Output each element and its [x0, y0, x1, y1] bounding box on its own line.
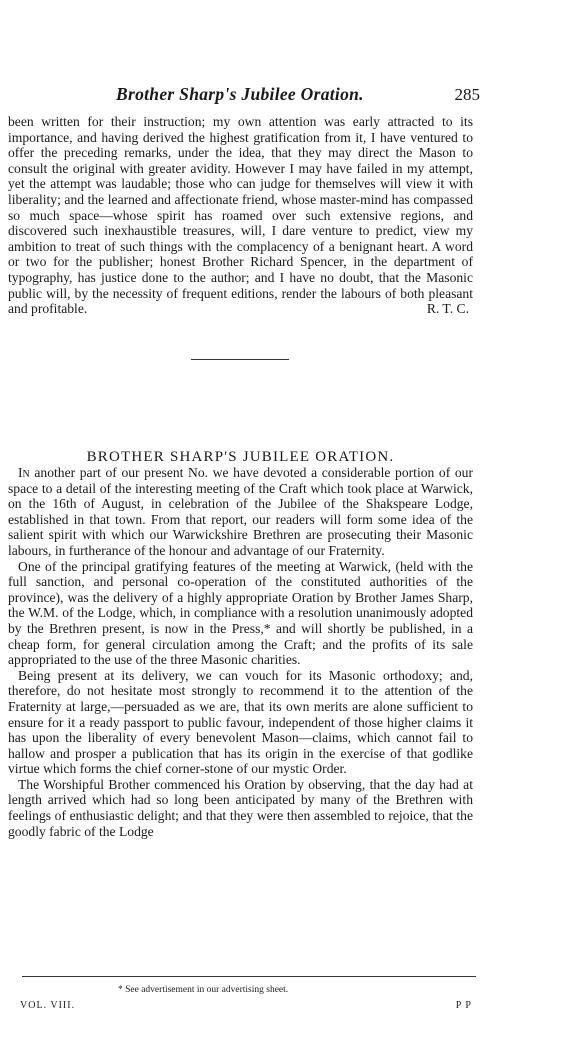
preceding-paragraph-text: been written for their instruction; my own attention was early attracted to its importance, and having derived the highest gratification from it, I have ventured to offer the preceding remarks, under the idea, that they may direct the Mason to consult the original with greater avidity. However I may have failed in my attempt, yet the attempt was laudable; those who can judge for themselves will view it with liberality; and the learned and affectionate friend, whose master-mind has compassed so much space—whose spirit has roamed over such extensive regions, and discovered such inexhaustible treasures, will, I dare venture to predict, view my ambition to treat of such things with the complacency of a benignant heart. A word or two for the publisher; honest Brother Richard Spencer, in the department of typography, has justice done to the author; and I have no doubt, that the Masonic public will, by the necessity of frequent editions, render the labours of both pleasant and profitable. — [8, 114, 473, 317]
article-paragraph-3: Being present at its delivery, we can vouch for its Masonic orthodoxy; and, therefore, do not hesitate most strongly to recommend it to the attention of the Fraternity at large,—persuaded as we are, that its own merits are alone sufficient to ensure for it a ready passport to public favour, independent of those higher claims it has upon the liberality of every benevolent Mason—claims, which cannot fail to hallow and prosper a publication that has its origin in the exercise of that godlike virtue which forms the chief corner-stone of our mystic Order. — [8, 667, 473, 777]
paragraph-lead: In — [18, 465, 30, 480]
article-paragraph-1 — [8, 465, 473, 559]
paragraph-1-text: another part of our present No. we have devoted a considerable portion of our space to a detail of the interesting meeting of the Craft which took place at Warwick, on the 16th of August, in celebration of the Jubilee of the Shakspeare Lodge, established in that town. From that report, our readers will form some idea of the salient spirit with which our Warwickshire Brethren are prosecuting their Masonic labours, in furtherance of the honour and advantage of our Fraternity. — [8, 465, 473, 558]
running-header — [10, 84, 480, 105]
running-title: Brother Sharp's Jubilee Oration. — [116, 84, 364, 104]
author-signature: R. T. C. — [426, 301, 469, 317]
volume-label: VOL. VIII. — [20, 1000, 76, 1011]
footnote: * See advertisement in our advertising sheet. — [118, 985, 289, 995]
page-footer — [20, 1000, 472, 1011]
article-paragraph-4: The Worshipful Brother commenced his Oration by observing, that the day had at length arrived which had so long been anticipated by many of the Brethren with feelings of enthusiastic delight; and that they were then assembled to rejoice, that the goodly fabric of the Lodge — [8, 776, 473, 839]
article-paragraph-2: One of the principal gratifying features of the meeting at Warwick, (held with the full sanction, and personal co-operation of the constituted authorities of the province), was the delivery of a highly appropriate Oration by Brother James Sharp, the W.M. of the Lodge, which, in compliance with a resolution unanimously adopted by the Brethren present, is now in the Press,* and will shortly be published, in a cheap form, for general circulation among the Craft; and the profits of its sale appropriated to the use of the three Masonic charities. — [8, 558, 473, 668]
page-number: 285 — [454, 85, 480, 104]
signature-mark: P P — [455, 1000, 472, 1011]
article-title: BROTHER SHARP'S JUBILEE ORATION. — [86, 449, 395, 466]
footnote-divider — [22, 976, 476, 977]
section-divider — [191, 359, 289, 360]
article-body — [8, 465, 473, 839]
preceding-paragraph — [8, 114, 473, 317]
